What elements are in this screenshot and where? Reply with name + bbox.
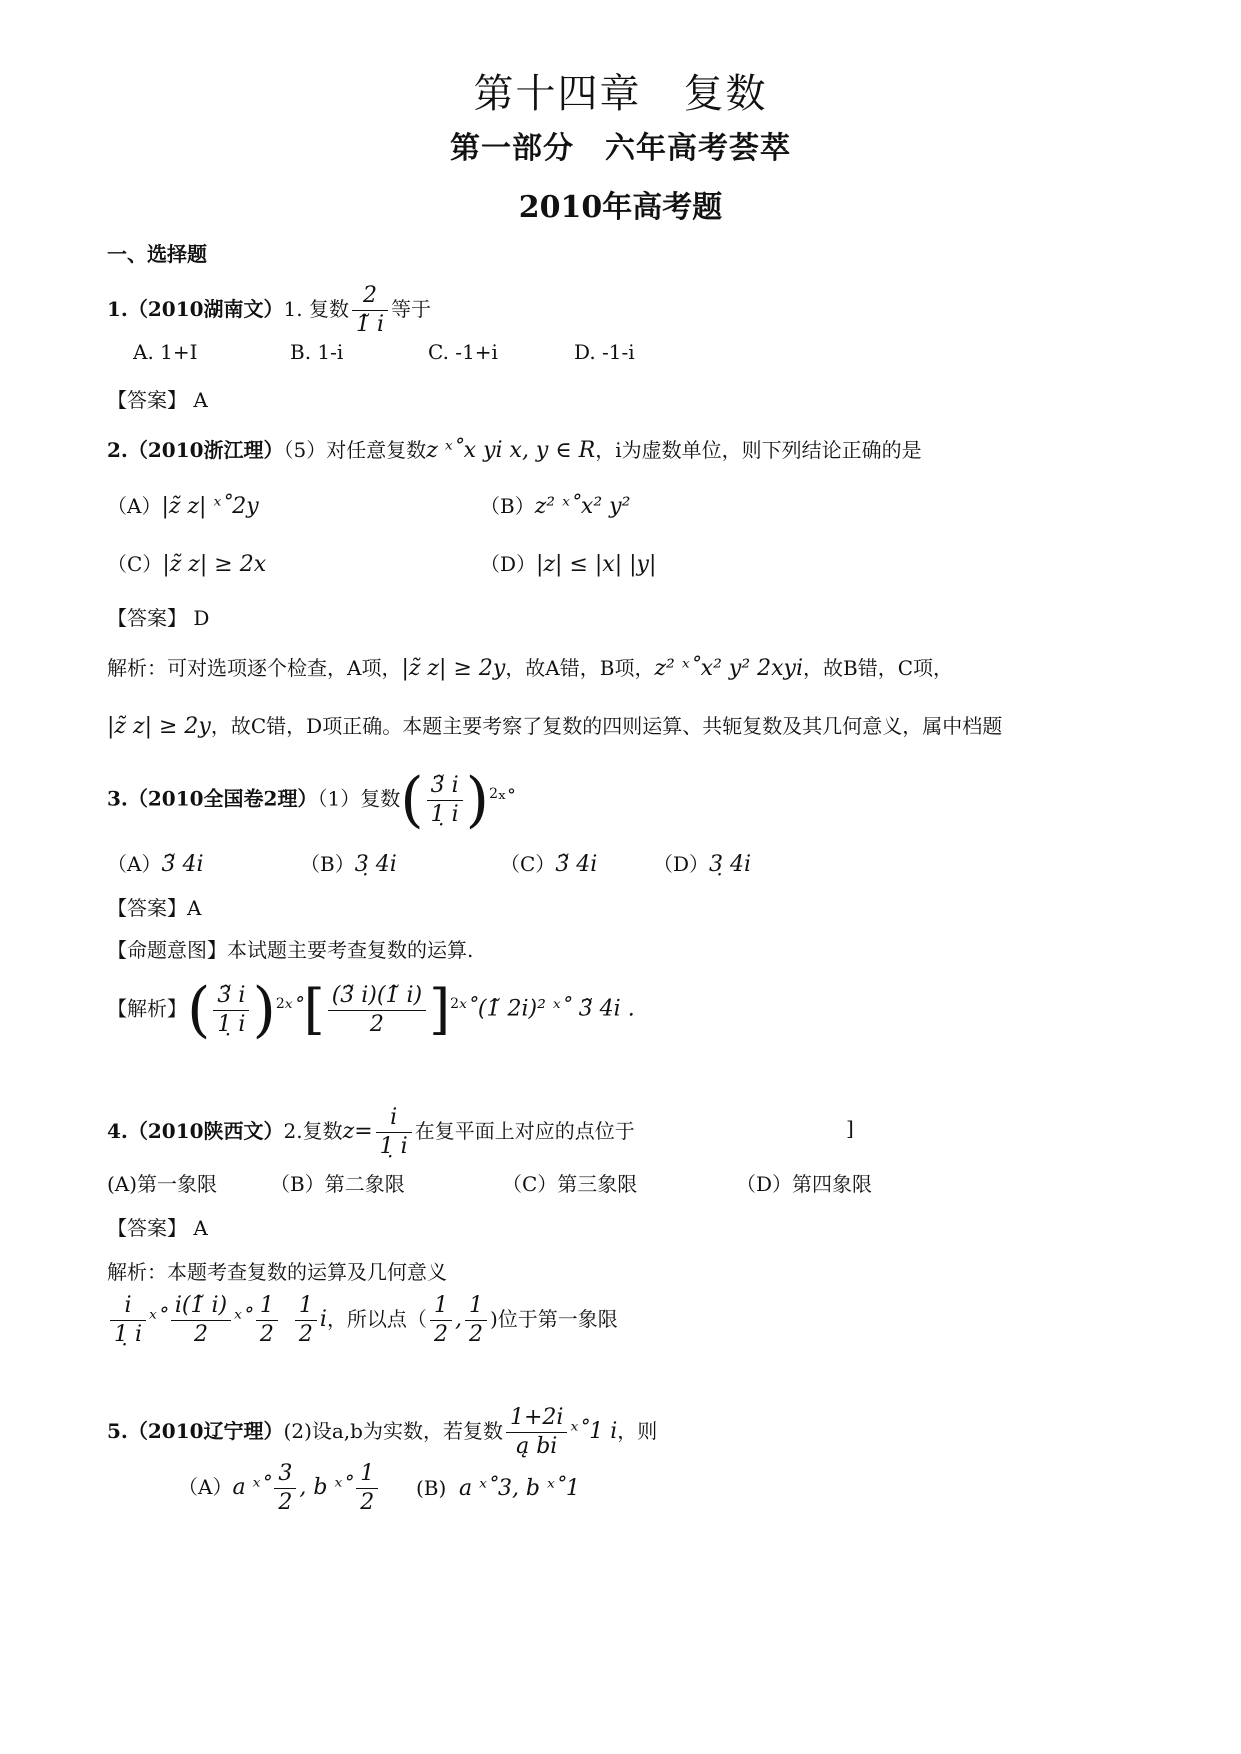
q4-calc-f4-den: 2	[298, 1322, 313, 1347]
q2-analysis-2m: |z̃ z| ≥ 2y	[107, 714, 211, 739]
q3-analysis-frac2-den: 2	[369, 1011, 384, 1037]
q4-option-a: (A)第一象限	[107, 1172, 218, 1196]
q4-calc-p1-num: 1	[430, 1292, 452, 1321]
q1-option-a: A. 1+I	[133, 340, 198, 364]
q4-calc-p1-den: 2	[433, 1322, 448, 1347]
q3-analysis-exponent-2: 2	[450, 995, 460, 1012]
q5-stem-post-math: ˣ˚1 i	[570, 1419, 618, 1444]
q3-fraction	[427, 772, 463, 829]
year-title: 2010年高考题	[518, 190, 723, 225]
q5-option-a-fraction-1	[274, 1460, 296, 1517]
q1-option-c: C. -1+i	[428, 340, 498, 364]
q4-calc-fraction-1	[110, 1292, 146, 1349]
q2-analysis-1b: ，故A错，B项，	[505, 656, 655, 680]
q1-frac-den: 1̃ i	[356, 312, 385, 337]
q2-analysis-line-1	[107, 652, 953, 681]
q3-analysis-fraction-2	[328, 982, 426, 1039]
q2-answer: 【答案】 D	[107, 606, 210, 630]
q4-frac-num: i	[376, 1104, 412, 1133]
q3-option-a-math: 3̃ 4i	[161, 852, 204, 877]
q2-option-d	[480, 548, 656, 577]
question-5-label: 5.（2010辽宁理）	[107, 1419, 284, 1443]
q4-calc-f3-den: 2	[259, 1322, 274, 1347]
q3-paren-left: (	[400, 765, 424, 835]
q4-stem-z: z=	[342, 1119, 373, 1144]
q1-stem-pre: 1. 复数	[283, 297, 349, 321]
q4-calc-eq-2: ˣ˚	[234, 1307, 253, 1332]
question-1-stem	[107, 282, 431, 339]
section-heading: 一、选择题	[107, 242, 207, 266]
q2-analysis-1m2: z² ˣ˚x² y² 2xyi	[654, 656, 803, 681]
q2-analysis-1c: ，故B错，C项，	[803, 656, 953, 680]
q2-stem-post: ，i为虚数单位，则下列结论正确的是	[595, 438, 922, 462]
q2-option-b-label: （B）	[480, 494, 535, 518]
q4-calc-p2-num: 1	[465, 1292, 487, 1321]
q4-stem-post: 在复平面上对应的点位于	[414, 1119, 635, 1143]
q5-option-a	[178, 1460, 381, 1517]
q3-frac-num: 3̃ i	[427, 772, 463, 801]
q3-option-a-label: （A）	[107, 852, 162, 876]
q1-option-d: D. -1-i	[574, 340, 635, 364]
q4-option-d: （D）第四象限	[736, 1172, 873, 1196]
q2-stem-math: z ˣ˚x yi x, y ∈ R	[426, 438, 596, 463]
q4-bracket: ]	[846, 1116, 854, 1140]
q1-answer: 【答案】 A	[107, 388, 208, 412]
chapter-title: 第十四章 复数	[473, 71, 768, 117]
q4-calc-point-y	[465, 1292, 487, 1349]
q4-fraction	[376, 1104, 412, 1161]
question-4-label: 4.（2010陕西文）	[107, 1119, 284, 1143]
q5-option-a-f2-den: 2	[360, 1490, 375, 1515]
q5-fraction	[506, 1404, 567, 1461]
q3-option-a	[107, 848, 203, 877]
q2-option-c-math: |z̃ z| ≥ 2x	[162, 552, 267, 577]
q3-option-d-label: （D）	[653, 852, 710, 876]
q3-analysis-paren-right: )	[252, 975, 276, 1045]
question-3-label: 3.（2010全国卷2理）	[107, 786, 318, 811]
q2-option-a	[107, 490, 259, 519]
q5-stem-post: ，则	[617, 1419, 658, 1443]
q4-calc-fraction-2	[171, 1292, 231, 1349]
question-3-stem	[107, 765, 517, 835]
q2-option-d-math: |z| ≤ |x| |y|	[536, 552, 657, 577]
q3-analysis-frac1-den: 1̣ i	[217, 1011, 246, 1037]
q4-calc-fraction-3	[256, 1292, 278, 1349]
q4-analysis: 解析：本题考查复数的运算及几何意义	[107, 1260, 447, 1284]
q5-option-b	[416, 1476, 580, 1501]
q1-frac-num: 2	[352, 282, 388, 311]
q4-frac-den: 1̣ i	[379, 1134, 408, 1159]
q3-analysis-bracket-left: [	[303, 978, 325, 1041]
question-4-stem	[107, 1104, 635, 1161]
q4-calc-point-x	[430, 1292, 452, 1349]
q2-option-d-label: （D）	[480, 552, 537, 576]
q2-option-b	[480, 490, 630, 519]
q5-frac-den: ą bi	[516, 1434, 558, 1459]
q4-stem-pre: 2.复数	[283, 1119, 343, 1143]
q3-analysis-fraction-1	[213, 982, 249, 1039]
q4-calc-f3-num: 1	[256, 1292, 278, 1321]
q4-option-b: （B）第二象限	[270, 1172, 405, 1196]
q5-stem-pre: (2)设a,b为实数，若复数	[283, 1419, 503, 1443]
q2-stem-pre: （5）对任意复数	[283, 438, 427, 462]
q3-frac-den: 1̣ i	[430, 801, 459, 827]
q5-option-a-label: （A）	[178, 1475, 233, 1499]
q2-analysis-2: ，故C错，D项正确。本题主要考察了复数的四则运算、共轭复数及其几何意义，属中档题	[210, 714, 1003, 738]
question-1-label: 1.（2010湖南文）	[107, 297, 284, 321]
q2-option-b-math: z² ˣ˚x² y²	[534, 494, 631, 519]
q3-exponent: 2	[489, 785, 498, 802]
q5-option-a-f2-num: 1	[356, 1460, 378, 1489]
q4-calc-eq-1: ˣ˚	[149, 1307, 168, 1332]
q4-calc-end: )位于第一象限	[489, 1307, 618, 1331]
q3-option-c	[500, 848, 597, 877]
q3-option-b	[300, 848, 397, 877]
q3-analysis	[107, 975, 635, 1045]
q5-option-a-f1-num: 3	[274, 1460, 296, 1489]
q3-analysis-frac1-num: 3̃ i	[213, 982, 249, 1011]
q3-option-b-label: （B）	[300, 852, 355, 876]
q2-analysis-1m1: |z̃ z| ≥ 2y	[401, 656, 506, 681]
q4-calc-f2-den: 2	[193, 1322, 208, 1347]
q4-calc-f1-den: 1̣ i	[114, 1322, 143, 1347]
q3-analysis-bracket-right: ]	[429, 978, 451, 1041]
q3-option-c-label: （C）	[500, 852, 556, 876]
q4-calc-comma: ,	[454, 1307, 462, 1332]
q2-option-c	[107, 548, 266, 577]
q3-analysis-frac2-num: (3̃ i)(1̃ i)	[328, 982, 426, 1011]
q3-stem-pre: （1）复数	[317, 786, 401, 811]
q4-calc-f2-num: i(1̃ i)	[171, 1292, 231, 1321]
q2-analysis-1a: 解析：可对选项逐个检查，A项，	[107, 656, 402, 680]
q5-option-a-f1-den: 2	[278, 1490, 293, 1515]
q4-calc-text: ，所以点（	[326, 1307, 427, 1331]
q3-analysis-eq1: ˣ˚	[284, 996, 304, 1022]
part-title: 第一部分 六年高考荟萃	[450, 131, 791, 166]
q2-analysis-line-2	[107, 710, 1002, 739]
q3-analysis-tail: ˣ˚(1̃ 2i)² ˣ˚ 3̃ 4i .	[459, 996, 635, 1022]
q3-option-d	[653, 848, 751, 877]
q3-paren-right: )	[465, 765, 490, 835]
q3-analysis-exponent-1: 2	[275, 995, 285, 1012]
q4-answer: 【答案】 A	[107, 1216, 208, 1240]
q3-intent: 【命题意图】本试题主要考查复数的运算.	[107, 938, 474, 962]
q4-option-c: （C）第三象限	[502, 1172, 638, 1196]
q3-analysis-label: 【解析】	[107, 996, 187, 1021]
q5-option-b-label: (B)	[416, 1476, 447, 1500]
q3-option-c-math: 3̃ 4i	[555, 852, 598, 877]
q1-option-b: B. 1-i	[290, 340, 344, 364]
q1-fraction	[352, 282, 388, 339]
q3-option-b-math: 3̣ 4i	[354, 852, 397, 877]
question-5-stem	[107, 1404, 657, 1461]
q2-option-c-label: （C）	[107, 552, 163, 576]
q5-frac-num: 1+2i	[506, 1404, 567, 1433]
q4-calc-f1-num: i	[110, 1292, 146, 1321]
question-2-label: 2.（2010浙江理）	[107, 438, 284, 462]
q2-option-a-math: |z̃ z| ˣ˚2y	[161, 494, 259, 519]
q4-calc-i: i	[319, 1307, 327, 1332]
q5-option-a-mid: , b ˣ˚	[299, 1475, 354, 1500]
q4-calculation	[107, 1292, 618, 1349]
q3-answer: 【答案】A	[107, 896, 202, 920]
q5-option-b-math: a ˣ˚3, b ˣ˚1	[459, 1476, 580, 1501]
q4-calc-fraction-4	[295, 1292, 317, 1349]
question-2-stem	[107, 434, 922, 463]
q3-stem-post: ˣ˚	[498, 786, 517, 811]
q3-analysis-paren-left: (	[187, 975, 211, 1045]
q5-option-a-fraction-2	[356, 1460, 378, 1517]
q4-calc-p2-den: 2	[468, 1322, 483, 1347]
q3-option-d-math: 3̣ 4i	[709, 852, 752, 877]
q1-stem-post: 等于	[391, 297, 432, 321]
q5-option-a-pre: a ˣ˚	[232, 1475, 272, 1500]
q4-calc-f4-num: 1	[295, 1292, 317, 1321]
q2-option-a-label: （A）	[107, 494, 162, 518]
